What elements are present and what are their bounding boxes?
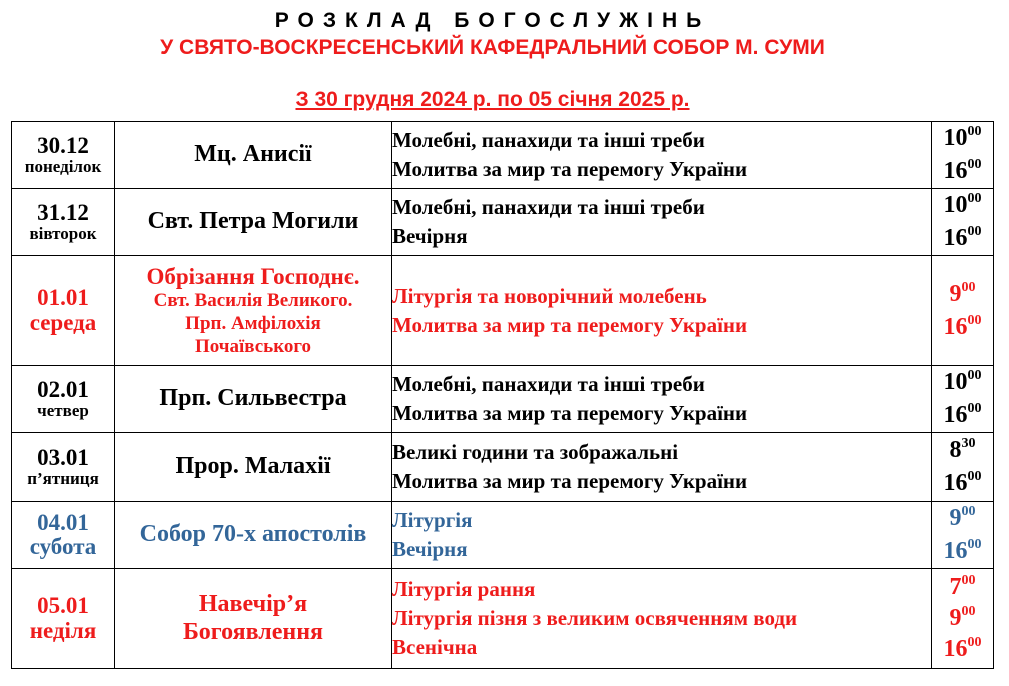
weekday: вівторок xyxy=(29,224,97,244)
schedule-row xyxy=(12,189,994,256)
service-line: Молебні, панахиди та інші треби xyxy=(392,372,705,396)
time: $10^{00}$ xyxy=(943,368,982,395)
service-line: Молебні, панахиди та інші треби xyxy=(392,195,705,219)
time: $9^{00}$ xyxy=(949,504,976,531)
times-cell xyxy=(932,189,994,256)
time: $16^{00}$ xyxy=(943,635,982,662)
schedule-row xyxy=(12,256,994,366)
date-cell xyxy=(12,122,115,189)
schedule-row xyxy=(12,366,994,433)
saint-line: Свт. Петра Могили xyxy=(147,208,359,235)
schedule-row xyxy=(12,502,994,569)
weekday: п’ятниця xyxy=(27,469,99,489)
saint-cell xyxy=(115,433,392,502)
weekday: четвер xyxy=(37,401,89,421)
saint-line: Обрізання Господнє. xyxy=(146,263,360,289)
times-cell xyxy=(932,366,994,433)
services-cell xyxy=(392,433,932,502)
date-cell xyxy=(12,502,115,569)
saint-line: Мц. Анисії xyxy=(194,141,312,168)
services-cell xyxy=(392,122,932,189)
time: $16^{00}$ xyxy=(943,224,982,251)
services-cell xyxy=(392,366,932,433)
time: $16^{00}$ xyxy=(943,312,982,340)
date: 02.01 xyxy=(37,377,89,402)
saint-cell xyxy=(115,189,392,256)
times-cell xyxy=(932,433,994,502)
date: 05.01 xyxy=(37,593,89,619)
service-line: Вечірня xyxy=(392,537,468,561)
times-cell xyxy=(932,122,994,189)
saint-line: Собор 70-х апостолів xyxy=(139,521,367,548)
date: 04.01 xyxy=(37,509,89,535)
page-subtitle: У СВЯТО-ВОСКРЕСЕНСЬКИЙ КАФЕДРАЛЬНИЙ СОБОР М. СУМИ xyxy=(160,36,825,59)
weekday: субота xyxy=(29,534,97,559)
saint-cell xyxy=(115,569,392,669)
service-line: Молитва за мир та перемогу України xyxy=(392,401,748,425)
schedule-table xyxy=(11,121,994,669)
saint-cell xyxy=(115,256,392,366)
saint-line: Почаївського xyxy=(194,335,312,357)
saint-line: Прор. Малахії xyxy=(175,453,331,480)
service-line: Літургія пізня з великим освяченням води xyxy=(392,606,798,630)
saint-line: Свт. Василія Великого. xyxy=(153,290,353,312)
service-line: Великі години та зображальні xyxy=(392,440,679,464)
saint-cell xyxy=(115,366,392,433)
date: 03.01 xyxy=(37,445,89,470)
service-line: Молитва за мир та перемогу України xyxy=(392,157,748,181)
weekday: неділя xyxy=(29,617,97,643)
service-line: Літургія рання xyxy=(392,577,536,601)
saint-line: Прп. Сильвестра xyxy=(159,385,347,412)
service-line: Молитва за мир та перемогу України xyxy=(392,469,748,493)
weekday: понеділок xyxy=(24,157,102,177)
page-title: РОЗКЛАД БОГОСЛУЖІНЬ xyxy=(274,9,711,32)
time: $16^{00}$ xyxy=(943,537,982,564)
time: $9^{00}$ xyxy=(949,279,976,307)
service-line: Молитва за мир та перемогу України xyxy=(392,312,748,337)
services-cell xyxy=(392,502,932,569)
services-cell xyxy=(392,569,932,669)
time: $16^{00}$ xyxy=(943,469,982,496)
service-line: Молебні, панахиди та інші треби xyxy=(392,128,705,152)
date-cell xyxy=(12,189,115,256)
time: $10^{00}$ xyxy=(943,124,982,151)
date: 31.12 xyxy=(37,200,89,225)
schedule-row xyxy=(12,433,994,502)
time: $8^{30}$ xyxy=(949,436,976,463)
date-cell xyxy=(12,366,115,433)
saint-line: Навечір’я xyxy=(198,590,308,617)
date: 01.01 xyxy=(37,285,89,311)
saint-cell xyxy=(115,502,392,569)
schedule-row xyxy=(12,569,994,669)
services-cell xyxy=(392,189,932,256)
services-cell xyxy=(392,256,932,366)
date-period: З 30 грудня 2024 р. по 05 січня 2025 р. xyxy=(295,88,690,111)
schedule-row xyxy=(12,122,994,189)
times-cell xyxy=(932,256,994,366)
time: $16^{00}$ xyxy=(943,401,982,428)
time: $7^{00}$ xyxy=(949,573,976,600)
date-cell xyxy=(12,433,115,502)
time: $10^{00}$ xyxy=(943,191,982,218)
date-cell xyxy=(12,569,115,669)
service-line: Літургія та новорічний молебень xyxy=(392,283,707,308)
times-cell xyxy=(932,569,994,669)
saint-line: Прп. Амфілохія xyxy=(185,312,321,334)
time: $9^{00}$ xyxy=(949,604,976,631)
weekday: середа xyxy=(29,309,97,335)
saint-line: Богоявлення xyxy=(182,618,324,645)
times-cell xyxy=(932,502,994,569)
saint-cell xyxy=(115,122,392,189)
date: 30.12 xyxy=(37,133,89,158)
time: $16^{00}$ xyxy=(943,157,982,184)
date-cell xyxy=(12,256,115,366)
service-line: Всенічна xyxy=(392,635,478,659)
service-line: Літургія xyxy=(392,508,473,532)
service-line: Вечірня xyxy=(392,224,468,248)
